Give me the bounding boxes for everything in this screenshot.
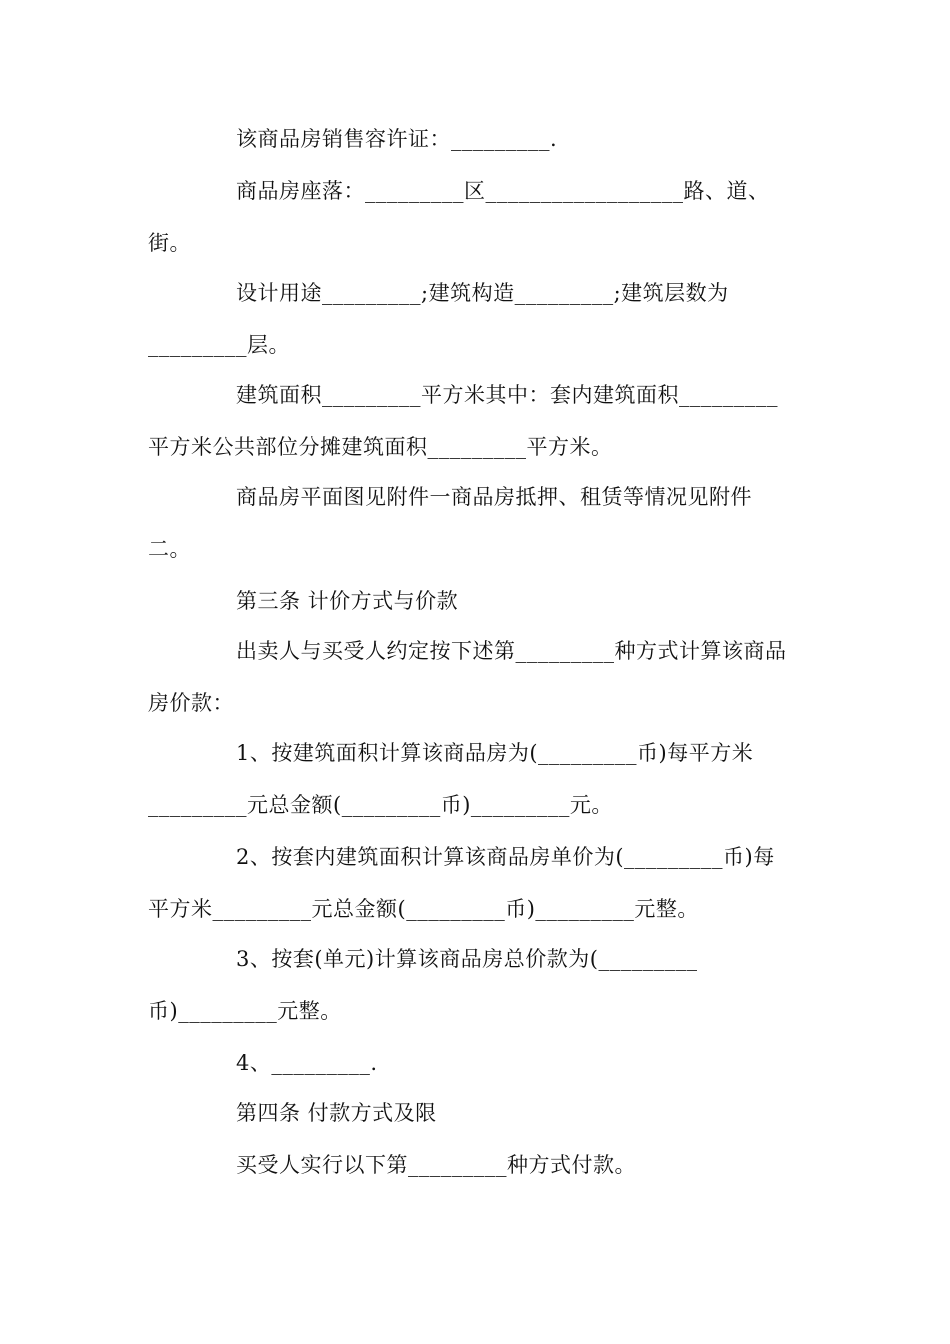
method-4-line: 4、_________.: [236, 1051, 378, 1075]
permit-line: 该商品房销售容许证：_________.: [236, 127, 558, 151]
method-1-line-cont: _________元总金额(_________币)_________元。: [148, 793, 613, 817]
method-3-line-cont: 币)_________元整。: [148, 999, 342, 1023]
method-1-line: 1、按建筑面积计算该商品房为(_________币)每平方米: [236, 741, 754, 765]
article-4-heading: 第四条 付款方式及限: [236, 1101, 437, 1125]
method-2-line-cont: 平方米_________元总金额(_________币)_________元整。: [148, 897, 699, 921]
article-3-heading: 第三条 计价方式与价款: [236, 589, 459, 613]
location-line: 商品房座落：_________区__________________路、道、: [236, 179, 770, 203]
area-line: 建筑面积_________平方米其中：套内建筑面积_________: [236, 383, 778, 407]
pricing-method-line-cont: 房价款：: [148, 691, 234, 715]
method-3-line: 3、按套(单元)计算该商品房总价款为(_________: [236, 947, 698, 971]
method-2-line: 2、按套内建筑面积计算该商品房单价为(_________币)每: [236, 845, 775, 869]
floors-line: _________层。: [148, 333, 290, 357]
floor-plan-line-cont: 二。: [148, 537, 191, 561]
payment-method-line: 买受人实行以下第_________种方式付款。: [236, 1153, 636, 1177]
location-line-cont: 街。: [148, 231, 191, 255]
design-use-line: 设计用途_________;建筑构造_________;建筑层数为: [236, 281, 729, 305]
pricing-method-line: 出卖人与买受人约定按下述第_________种方式计算该商品: [236, 639, 787, 663]
floor-plan-line: 商品房平面图见附件一商品房抵押、租赁等情况见附件: [236, 485, 752, 509]
shared-area-line: 平方米公共部位分摊建筑面积_________平方米。: [148, 435, 613, 459]
